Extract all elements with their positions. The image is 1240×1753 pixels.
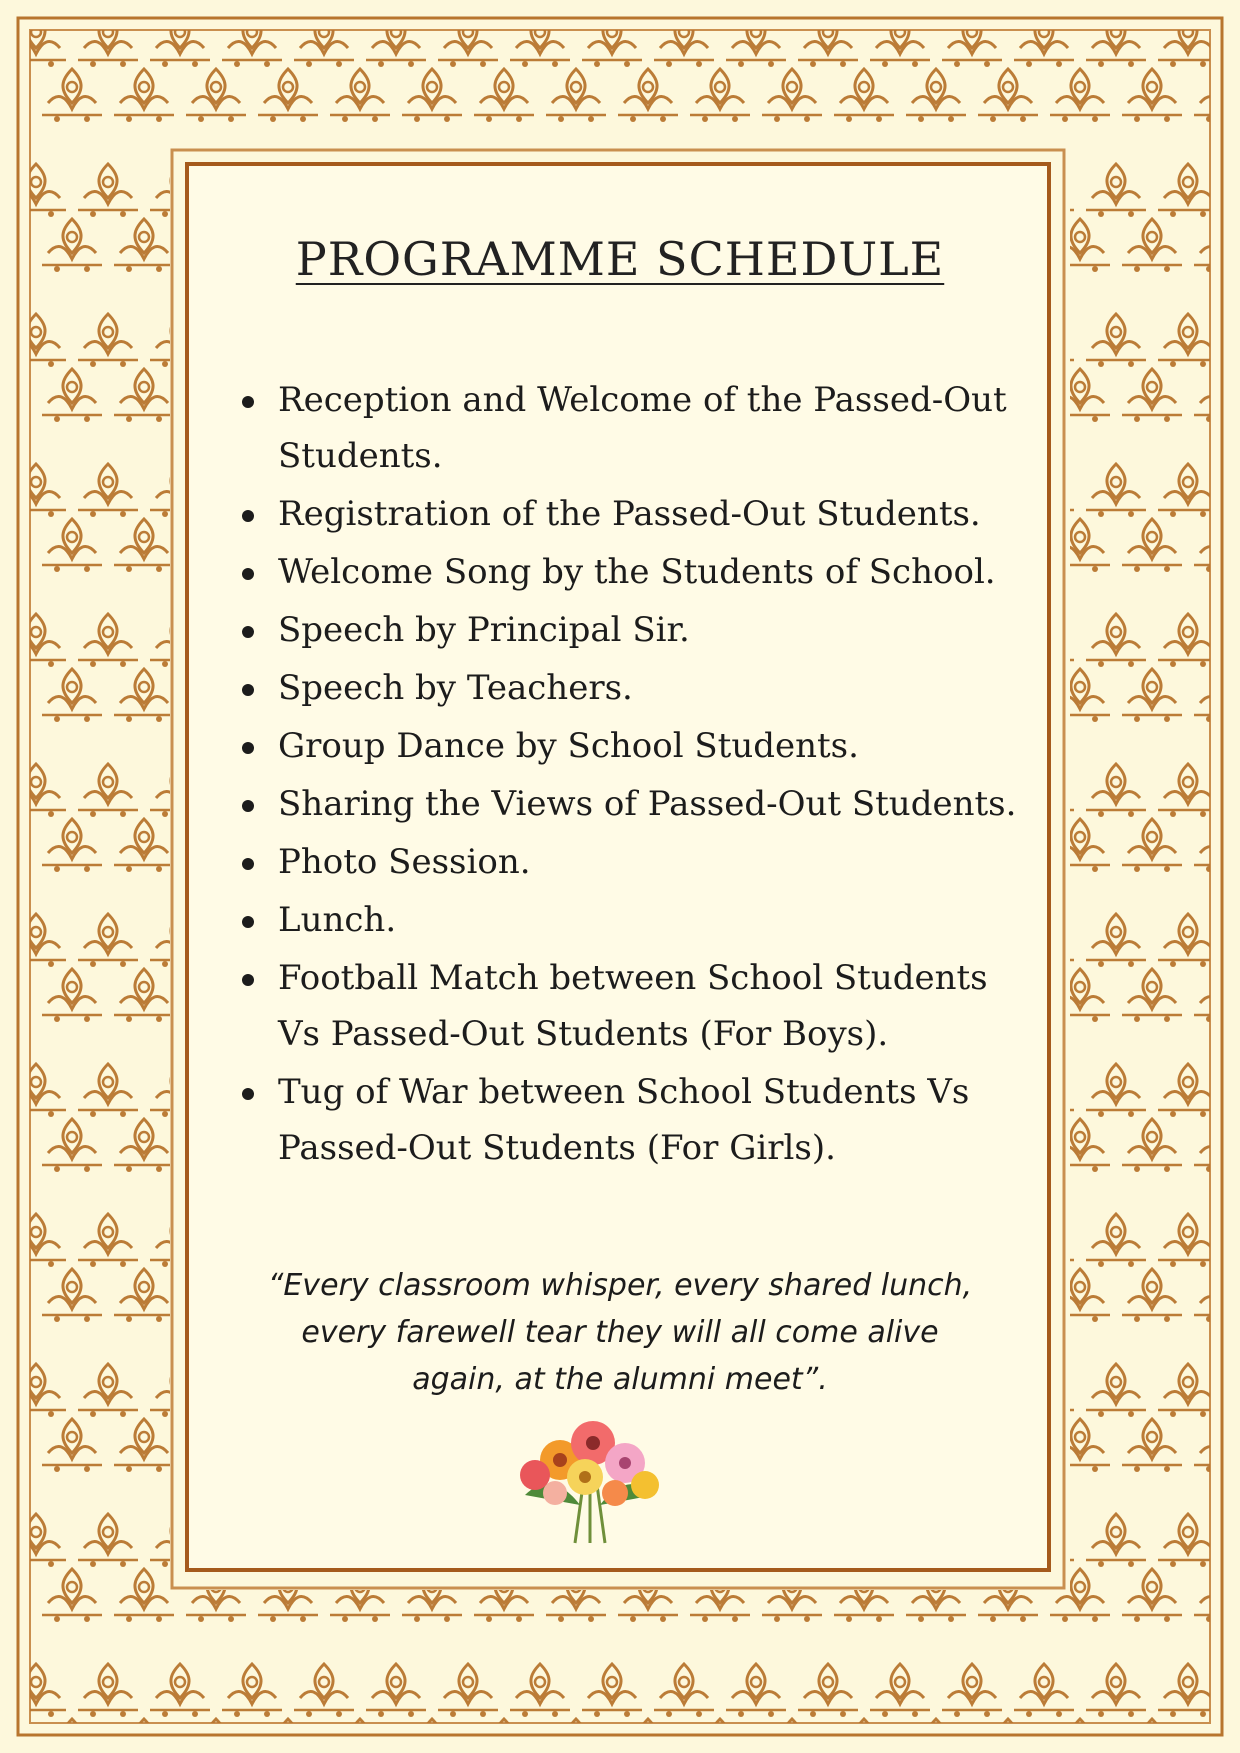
flower-bouquet-icon	[505, 1415, 675, 1545]
list-item: Speech by Teachers.	[240, 660, 1040, 716]
quote-line: again, at the alumni meet”.	[412, 1362, 828, 1397]
list-item: Group Dance by School Students.	[240, 718, 1040, 774]
list-item: Speech by Principal Sir.	[240, 602, 1040, 658]
list-item: Sharing the Views of Passed-Out Students.	[240, 776, 1040, 832]
list-item: Photo Session.	[240, 834, 1040, 890]
list-item: Tug of War between School Students Vs Passed-Out Students (For Girls).	[240, 1064, 1040, 1176]
list-item: Reception and Welcome of the Passed-Out Students.	[240, 372, 1040, 484]
list-item: Football Match between School Students Vs Passed-Out Students (For Boys).	[240, 950, 1040, 1062]
page-title	[0, 232, 1240, 286]
page-title-text: PROGRAMME SCHEDULE	[295, 232, 945, 286]
list-item: Lunch.	[240, 892, 1040, 948]
list-item: Registration of the Passed-Out Students.	[240, 486, 1040, 542]
quote-line: every farewell tear they will all come alive	[301, 1315, 939, 1350]
quote-line: “Every classroom whisper, every shared lunch,	[267, 1268, 973, 1303]
closing-quote	[200, 1262, 1040, 1403]
schedule-list	[240, 372, 1040, 1178]
list-item: Welcome Song by the Students of School.	[240, 544, 1040, 600]
